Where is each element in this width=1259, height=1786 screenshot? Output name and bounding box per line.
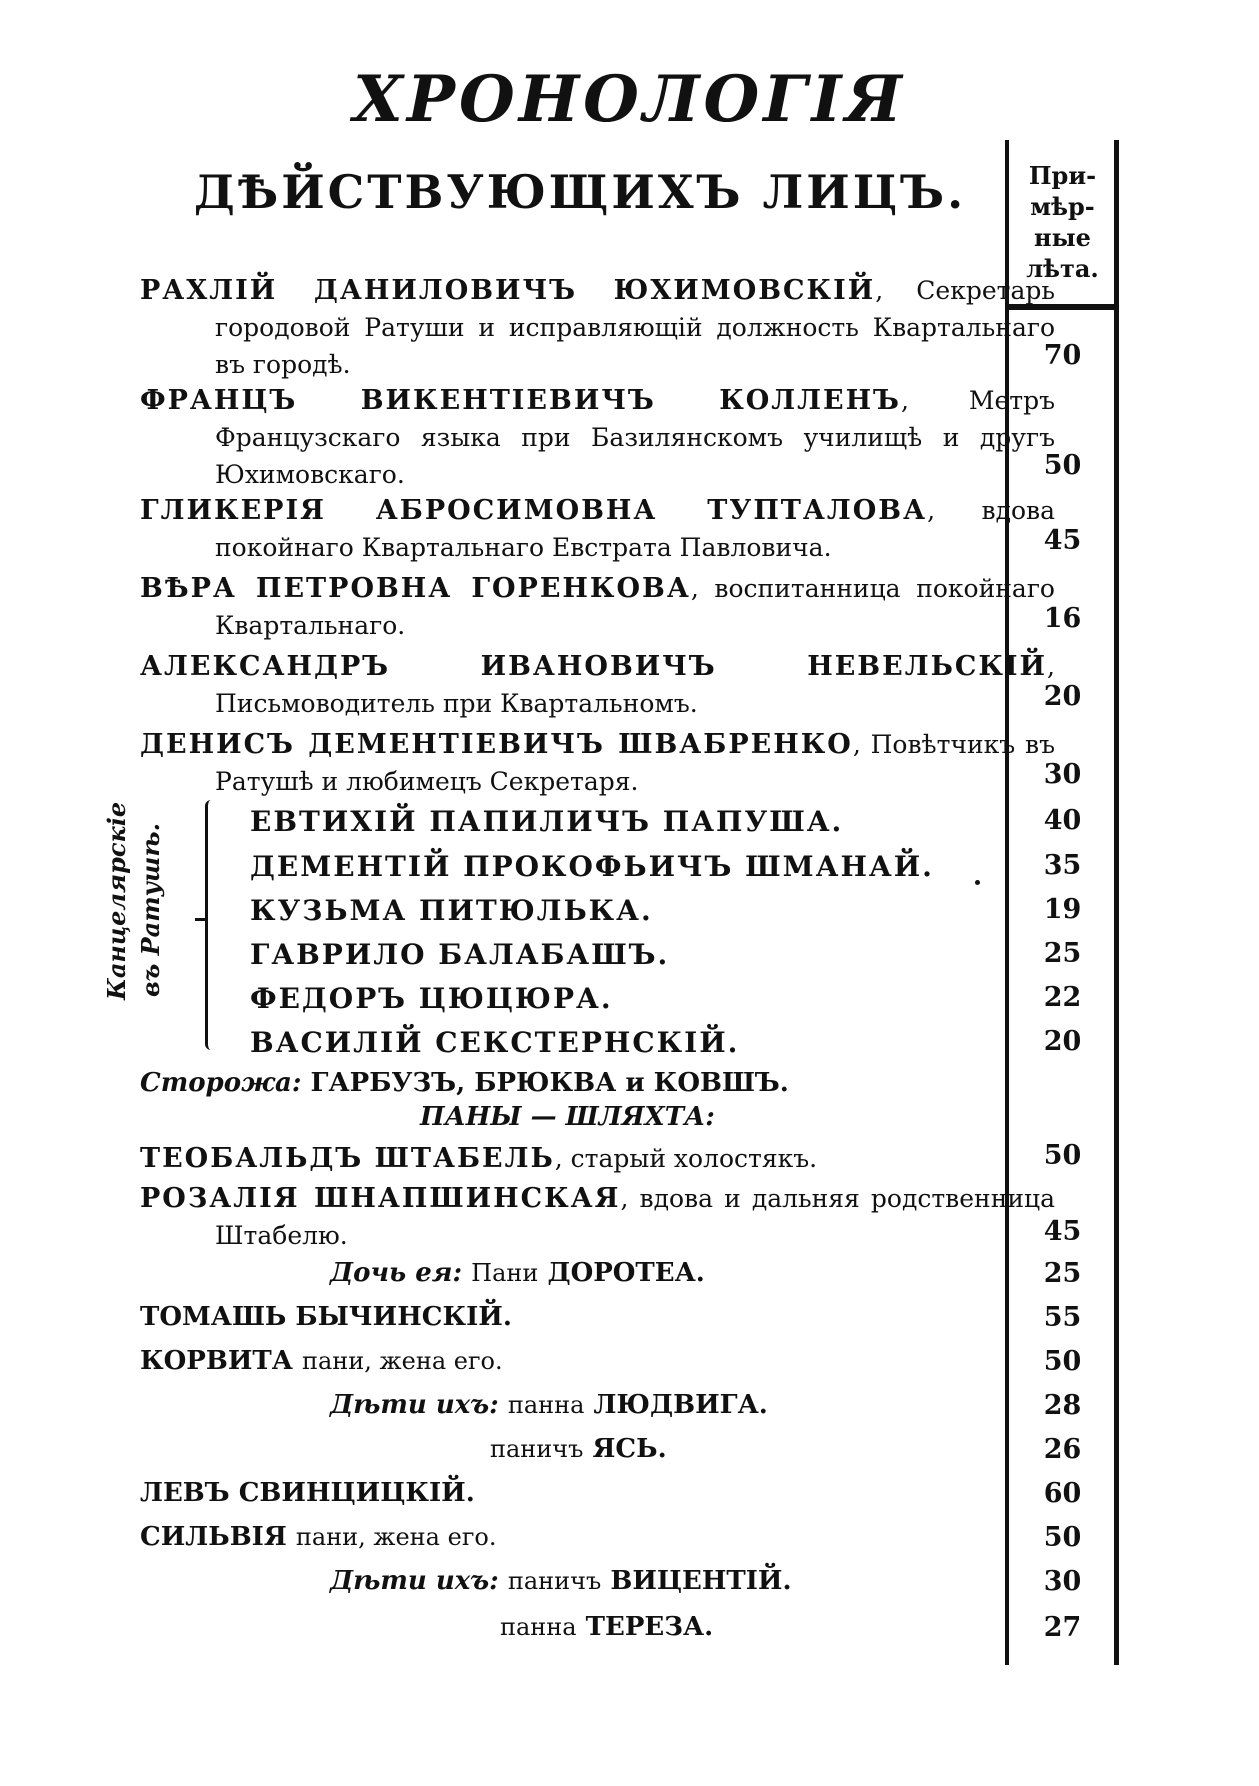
gentry-entry: КОРВИТА пани, жена его. xyxy=(140,1346,503,1376)
gentry-entry: ЛЕВЪ СВИНЦИЦКІЙ. xyxy=(140,1478,475,1508)
gentry-entry: ТОМАШЬ БЫЧИНСКІЙ. xyxy=(140,1302,512,1332)
gentry-age: 50 xyxy=(1043,1346,1082,1377)
cast-entry: РАХЛІЙ ДАНИЛОВИЧЪ ЮХИМОВСКІЙ, Секретарь городовой Ратуши и исправляющій должность Квартальнаго въ городѣ. xyxy=(140,275,1055,379)
gentry-age: 60 xyxy=(1043,1478,1082,1509)
cast-age: 30 xyxy=(1043,759,1082,790)
gentry-entry: Дочь ея: Пани ДОРОТЕА. xyxy=(330,1258,705,1288)
clerk-age: 35 xyxy=(1043,850,1082,881)
age-column-header: При-мѣр-ные лѣта. xyxy=(1026,161,1099,283)
clerk-age: 40 xyxy=(1043,805,1082,836)
gentry-age: 45 xyxy=(1043,1216,1082,1247)
gentry-heading: ПАНЫ — ШЛЯХТА: xyxy=(420,1102,715,1132)
stray-dot xyxy=(975,880,980,885)
gentry-age: 28 xyxy=(1043,1390,1082,1421)
clerk-name: ЕВТИХІЙ ПАПИЛИЧЪ ПАПУША. xyxy=(250,805,844,838)
clerk-age: 25 xyxy=(1043,938,1082,969)
clerk-age: 20 xyxy=(1043,1026,1082,1057)
gentry-age: 55 xyxy=(1043,1302,1082,1333)
clerks-label: Канцелярскіе въ Ратушѣ. xyxy=(102,801,165,1000)
cast-age: 16 xyxy=(1043,603,1082,634)
cast-entry: ФРАНЦЪ ВИКЕНТІЕВИЧЪ КОЛЛЕНЪ, Метръ Французскаго языка при Базилянскомъ училищѣ и другъ Юхимовскаго. xyxy=(140,385,1055,489)
gentry-entry: СИЛЬВІЯ пани, жена его. xyxy=(140,1522,497,1552)
clerks-bracket xyxy=(205,800,218,1050)
guards-line: Сторожа: ГАРБУЗЪ, БРЮКВА и КОВШЪ. xyxy=(140,1068,789,1098)
clerk-name: КУЗЬМА ПИТЮЛЬКА. xyxy=(250,894,653,927)
clerk-age: 22 xyxy=(1043,982,1082,1013)
gentry-entry: Дѣти ихъ: паничъ ВИЦЕНТІЙ. xyxy=(330,1566,792,1596)
age-column-right-rule xyxy=(1114,140,1119,1665)
gentry-entry: панна ТЕРЕЗА. xyxy=(500,1612,714,1642)
cast-age: 70 xyxy=(1043,340,1082,371)
cast-entry: АЛЕКСАНДРЪ ИВАНОВИЧЪ НЕВЕЛЬСКІЙ, Письмоводитель при Квартальномъ. xyxy=(140,651,1055,718)
gentry-age: 50 xyxy=(1043,1522,1082,1553)
gentry-entry: ТЕОБАЛЬДЪ ШТАБЕЛЬ, старый холостякъ. xyxy=(140,1143,818,1174)
gentry-entry: Дѣти ихъ: панна ЛЮДВИГА. xyxy=(330,1390,768,1420)
cast-entry: ДЕНИСЪ ДЕМЕНТІЕВИЧЪ ШВАБРЕНКО, Повѣтчикъ въ Ратушѣ и любимецъ Секретаря. xyxy=(140,729,1055,796)
page-title: ХРОНОЛОГІЯ xyxy=(353,62,906,137)
cast-age: 20 xyxy=(1043,681,1082,712)
gentry-entry: РОЗАЛІЯ ШНАПШИНСКАЯ, вдова и дальняя родственница Штабелю. xyxy=(140,1183,1056,1250)
gentry-entry: паничъ ЯСЬ. xyxy=(490,1434,667,1464)
gentry-age: 26 xyxy=(1043,1434,1082,1465)
gentry-age: 25 xyxy=(1043,1258,1082,1289)
gentry-age: 27 xyxy=(1043,1612,1082,1643)
clerk-name: ФЕДОРЪ ЦЮЦЮРА. xyxy=(250,982,613,1015)
clerk-name: ГАВРИЛО БАЛАБАШЪ. xyxy=(250,938,670,971)
gentry-age: 30 xyxy=(1043,1566,1082,1597)
gentry-age: 50 xyxy=(1043,1140,1082,1171)
clerk-name: ВАСИЛІЙ СЕКСТЕРНСКІЙ. xyxy=(250,1026,740,1059)
cast-age: 50 xyxy=(1043,450,1082,481)
cast-entry: ГЛИКЕРІЯ АБРОСИМОВНА ТУПТАЛОВА, вдова покойнаго Квартальнаго Евстрата Павловича. xyxy=(140,495,1055,562)
clerks-bracket-tip xyxy=(195,918,205,921)
clerk-name: ДЕМЕНТІЙ ПРОКОФЬИЧЪ ШМАНАЙ. xyxy=(250,850,934,883)
cast-entry: ВѢРА ПЕТРОВНА ГОРЕНКОВА, воспитанница покойнаго Квартальнаго. xyxy=(140,573,1055,640)
page-subtitle: ДѢЙСТВУЮЩИХЪ ЛИЦЪ. xyxy=(193,165,967,219)
cast-age: 45 xyxy=(1043,525,1082,556)
clerk-age: 19 xyxy=(1043,894,1082,925)
